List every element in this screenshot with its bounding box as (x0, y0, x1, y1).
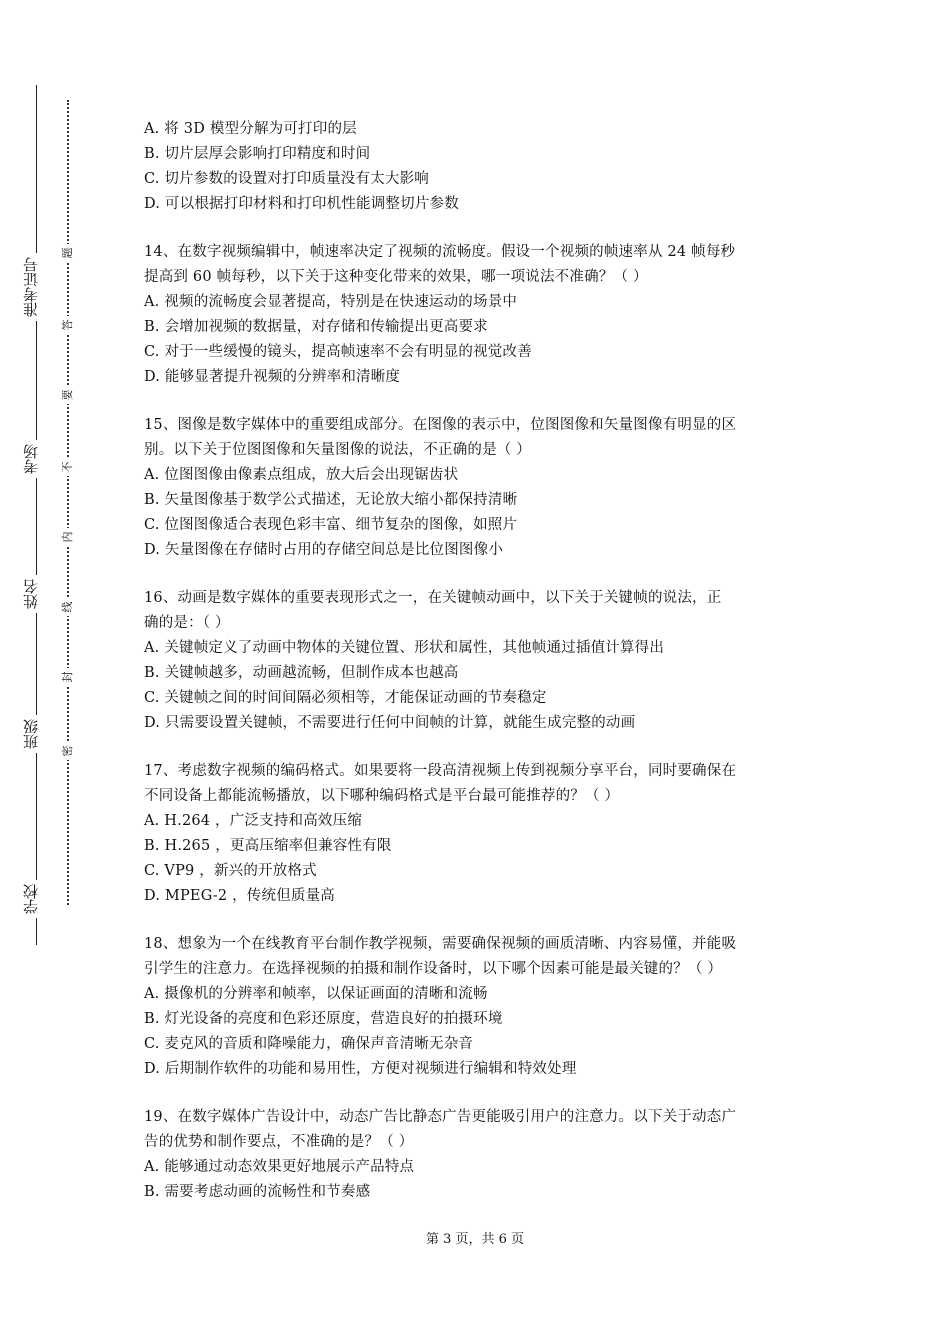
question-stem: 14、在数字视频编辑中，帧速率决定了视频的流畅度。假设一个视频的帧速率从 24 帧每秒 (144, 244, 736, 260)
question-17 (144, 759, 814, 909)
option-b: B. 会增加视频的数据量，对存储和传输提出更高要求 (144, 319, 488, 335)
option-d: D. MPEG-2 ，传统但质量高 (144, 888, 336, 904)
question-stem: 16、动画是数字媒体的重要表现形式之一，在关键帧动画中，以下关于关键帧的说法，正 (144, 590, 722, 606)
seal-char: 要 (59, 386, 77, 404)
option-d: D. 后期制作软件的功能和易用性，方便对视频进行编辑和特效处理 (144, 1061, 577, 1077)
seal-char: 线 (59, 598, 77, 616)
option-b: B. 需要考虑动画的流畅性和节奏感 (144, 1184, 371, 1200)
question-stem: 引学生的注意力。在选择视频的拍摄和制作设备时，以下哪个因素可能是最关键的？（ ） (144, 961, 723, 977)
seal-char: 答 (59, 316, 77, 334)
option-a: A. 摄像机的分辨率和帧率，以保证画面的清晰和流畅 (144, 986, 488, 1002)
option-b: B. H.265 ，更高压缩率但兼容性有限 (144, 838, 392, 854)
seal-char: 封 (59, 668, 77, 686)
question-stem: 15、图像是数字媒体中的重要组成部分。在图像的表示中，位图图像和矢量图像有明显的区 (144, 417, 737, 433)
question-stem: 确的是：（ ） (144, 615, 230, 631)
question-19 (144, 1105, 814, 1205)
option-c: C. 对于一些缓慢的镜头，提高帧速率不会有明显的视觉改善 (144, 344, 532, 360)
option-a: A. 关键帧定义了动画中物体的关键位置、形状和属性，其他帧通过插值计算得出 (144, 640, 665, 656)
question-list (144, 117, 814, 1205)
option-b: B. 关键帧越多，动画越流畅，但制作成本也越高 (144, 665, 459, 681)
question-stem: 19、在数字媒体广告设计中，动态广告比静态广告更能吸引用户的注意力。以下关于动态广 (144, 1109, 737, 1125)
option-c: C. 麦克风的音质和降噪能力，确保声音清晰无杂音 (144, 1036, 474, 1052)
question-stem: 告的优势和制作要点，不准确的是？（ ） (144, 1134, 414, 1150)
question-14 (144, 240, 814, 390)
binding-fields (22, 85, 50, 945)
question-13 (144, 117, 814, 217)
option-a: A. 将 3D 模型分解为可打印的层 (144, 121, 357, 137)
seal-char: 不 (59, 458, 77, 476)
option-b: B. 灯光设备的亮度和色彩还原度，营造良好的拍摄环境 (144, 1011, 503, 1027)
seal-dotted-line (67, 100, 69, 905)
seal-char: 内 (59, 528, 77, 546)
option-d: D. 只需要设置关键帧，不需要进行任何中间帧的计算，就能生成完整的动画 (144, 715, 636, 731)
option-b: B. 矢量图像基于数学公式描述，无论放大缩小都保持清晰 (144, 492, 518, 508)
question-stem: 别。以下关于位图图像和矢量图像的说法，不正确的是（ ） (144, 442, 532, 458)
field-exam-room-label: 考场 (22, 440, 50, 478)
field-school-label: 学校 (22, 880, 50, 918)
option-b: B. 切片层厚会影响打印精度和时间 (144, 146, 371, 162)
question-stem: 提高到 60 帧每秒，以下关于这种变化带来的效果，哪一项说法不准确？（ ） (144, 269, 648, 285)
page-number: 第 3 页，共 6 页 (425, 1232, 525, 1247)
option-d: D. 矢量图像在存储时占用的存储空间总是比位图图像小 (144, 542, 504, 558)
option-c: C. 切片参数的设置对打印质量没有太大影响 (144, 171, 429, 187)
option-a: A. 能够通过动态效果更好地展示产品特点 (144, 1159, 415, 1175)
question-stem: 18、想象为一个在线教育平台制作教学视频，需要确保视频的画质清晰、内容易懂，并能吸 (144, 936, 737, 952)
question-stem: 17、考虑数字视频的编码格式。如果要将一段高清视频上传到视频分享平台，同时要确保在 (144, 763, 737, 779)
seal-char: 密 (59, 742, 77, 760)
question-stem: 不同设备上都能流畅播放，以下哪种编码格式是平台最可能推荐的？（ ） (144, 788, 620, 804)
option-a: A. H.264 ，广泛支持和高效压缩 (144, 813, 363, 829)
field-class-label: 班级 (22, 715, 50, 753)
option-c: C. VP9 ，新兴的开放格式 (144, 863, 317, 879)
option-a: A. 视频的流畅度会显著提高，特别是在快速运动的场景中 (144, 294, 518, 310)
field-ticket-number-label: 准考证号 (22, 253, 50, 321)
option-c: C. 位图图像适合表现色彩丰富、细节复杂的图像，如照片 (144, 517, 518, 533)
field-name-label: 姓名 (22, 575, 50, 613)
question-16 (144, 586, 814, 736)
question-18 (144, 932, 814, 1082)
seal-char: 题 (59, 244, 77, 262)
option-d: D. 能够显著提升视频的分辨率和清晰度 (144, 369, 401, 385)
question-15 (144, 413, 814, 563)
option-c: C. 关键帧之间的时间间隔必须相等，才能保证动画的节奏稳定 (144, 690, 547, 706)
option-a: A. 位图图像由像素点组成，放大后会出现锯齿状 (144, 467, 459, 483)
option-d: D. 可以根据打印材料和打印机性能调整切片参数 (144, 196, 459, 212)
